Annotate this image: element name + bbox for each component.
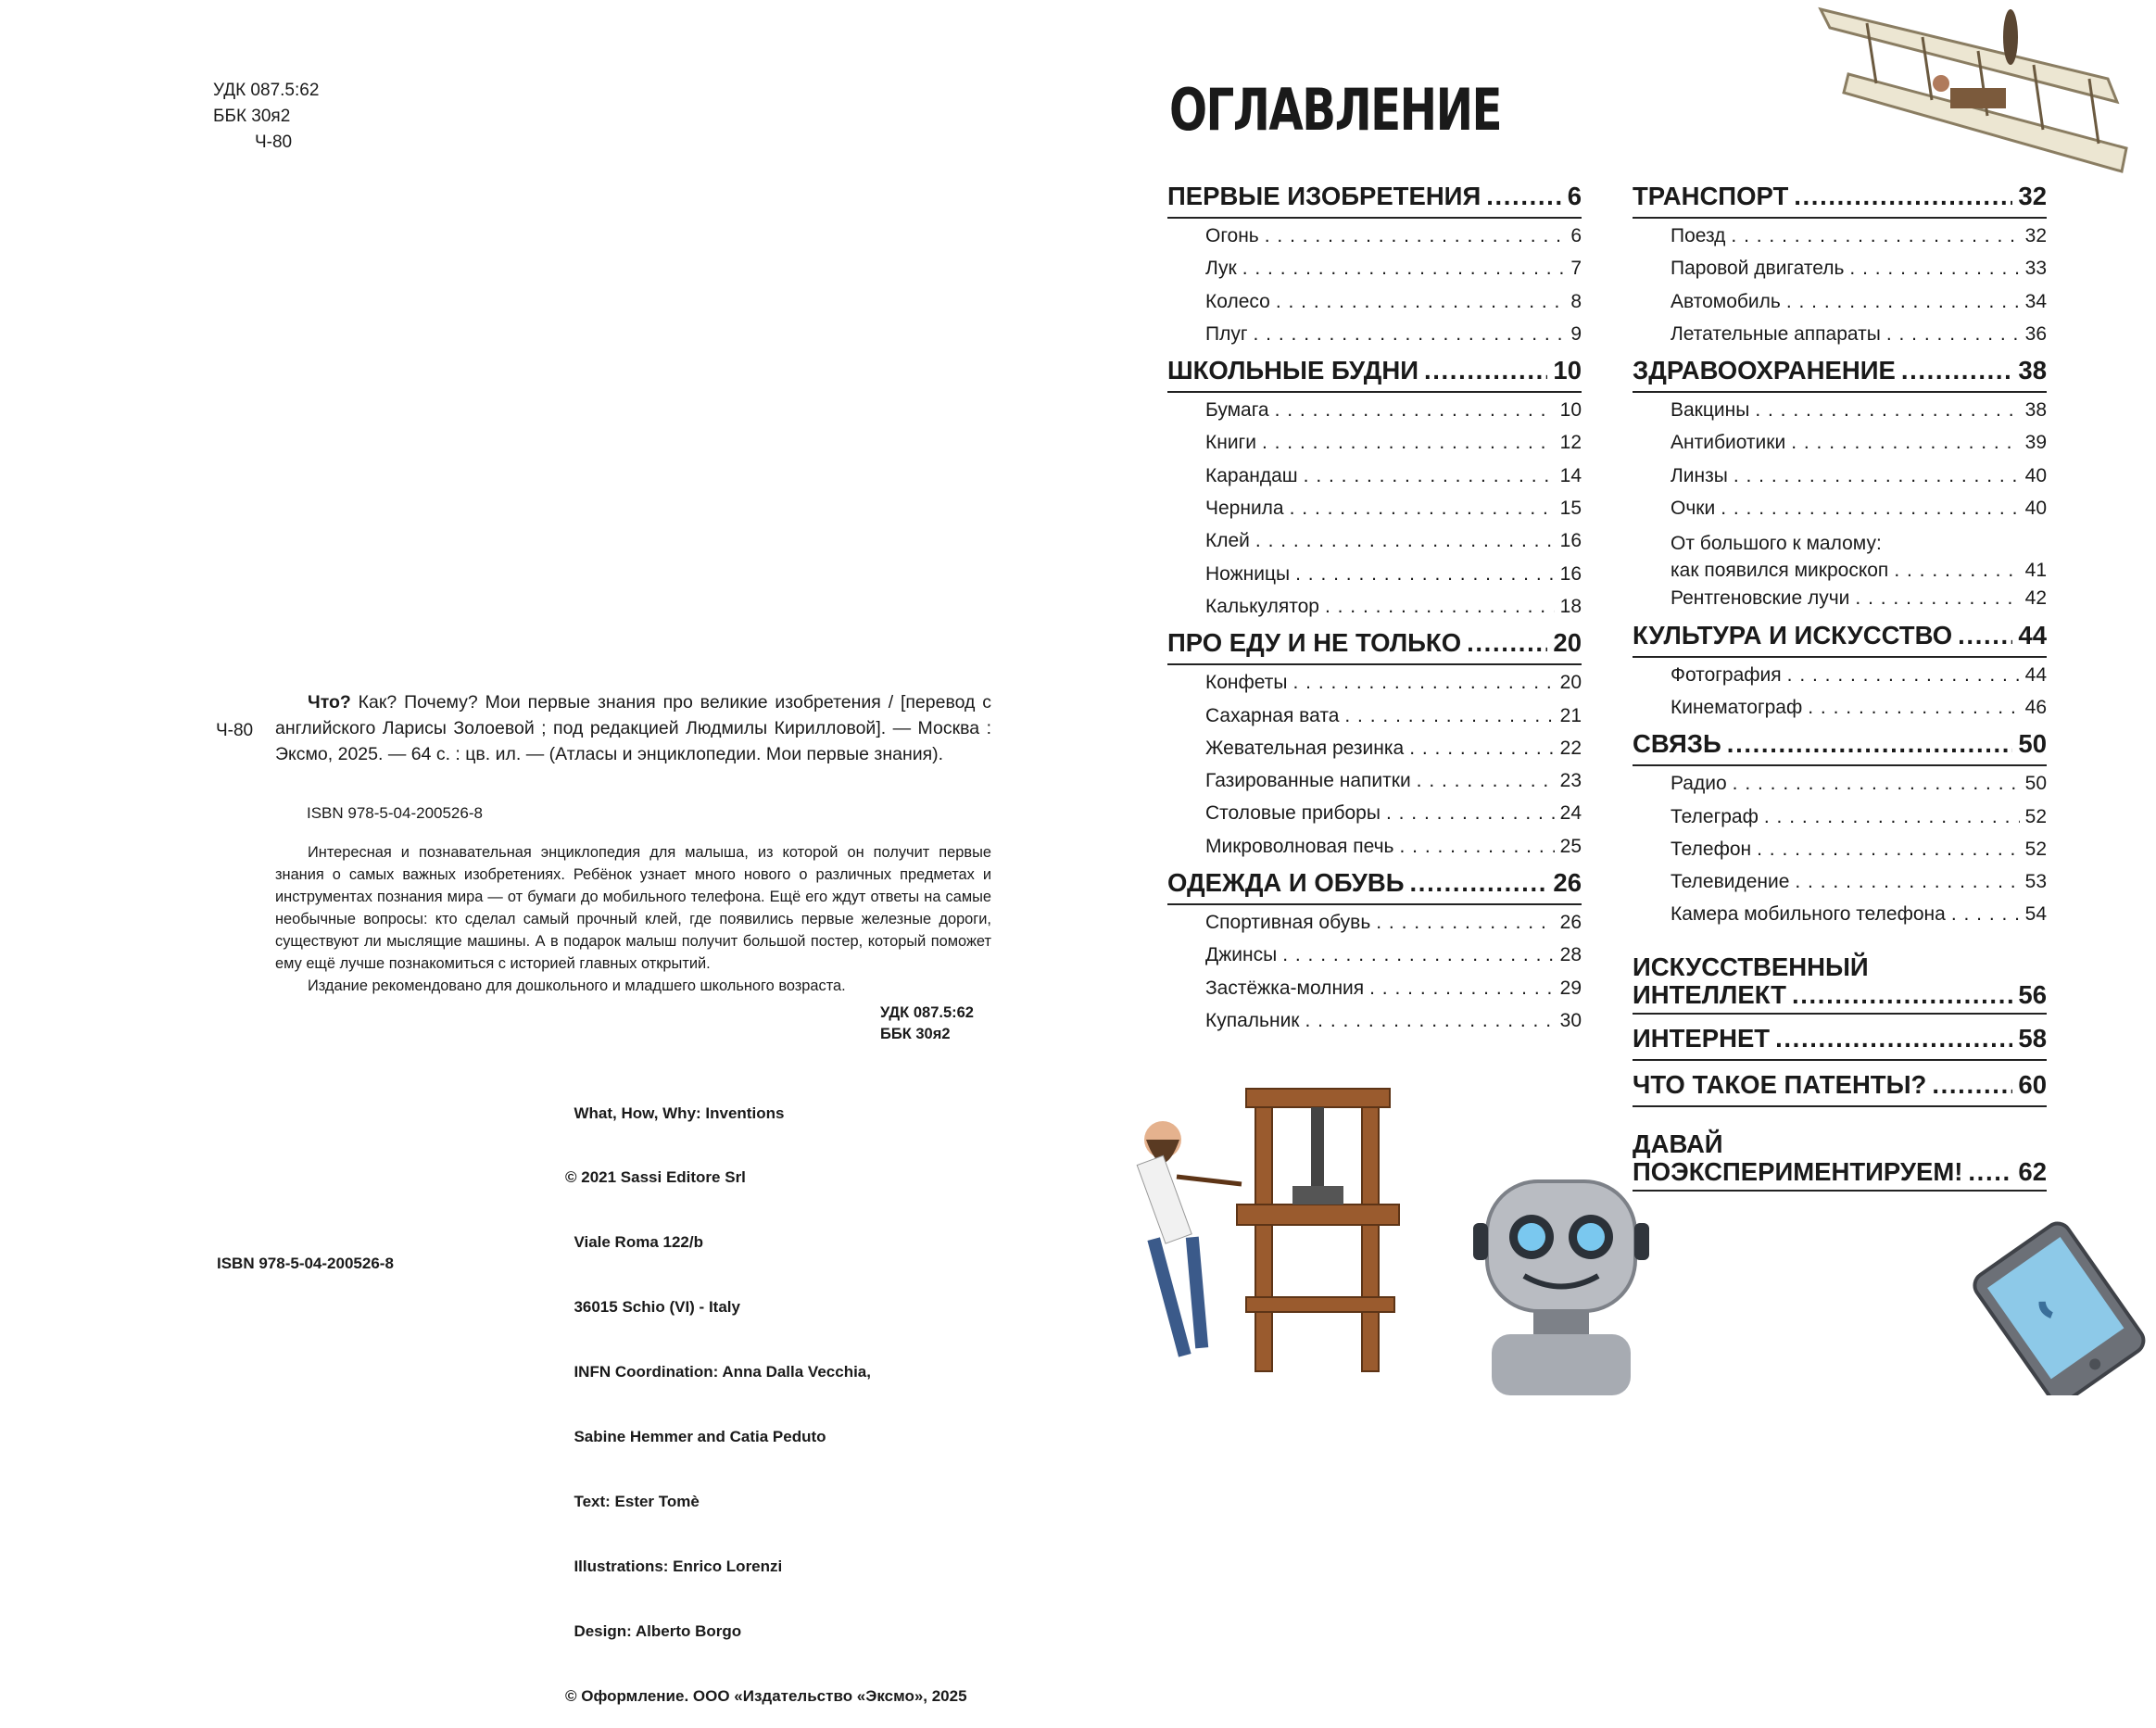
- toc-entry: [1167, 802, 1582, 835]
- entry-page-number: 38: [2024, 399, 2047, 422]
- section-title: ПРО ЕДУ И НЕ ТОЛЬКО: [1167, 628, 1462, 658]
- bbk-line: ББК 30я2: [880, 1026, 951, 1042]
- entry-page-number: 40: [2024, 464, 2047, 486]
- dot-leader: [1295, 563, 1555, 586]
- credit-line: Viale Roma 122/b: [565, 1233, 703, 1252]
- dot-leader: [1305, 1010, 1555, 1032]
- biblio-text: Как? Почему? Мои первые знания про великие изобретения / [перевод с английского Ларисы Золоевой ; под редакцией Людмилы Кирилловой]. — Москва : Эксмо, 2025. — 64 с. : цв. ил. — (Атласы и энциклопедии. Мои первые знания).: [275, 692, 991, 764]
- entry-title: Застёжка-молния: [1205, 977, 1365, 999]
- dot-leader: [1958, 621, 2012, 650]
- biblio-title: Что?: [308, 692, 351, 713]
- entry-page-number: 40: [2024, 498, 2047, 520]
- dot-leader: [1275, 399, 1555, 422]
- annotation: [275, 841, 991, 997]
- entry-page-number: 23: [1559, 770, 1582, 792]
- section-page-number: 38: [2018, 356, 2047, 385]
- entry-title: как появился микроскоп: [1671, 560, 1889, 582]
- dot-leader: [1399, 836, 1554, 858]
- dot-leader: [1262, 432, 1555, 454]
- entry-page-number: 39: [2024, 432, 2047, 454]
- toc-entry: [1167, 1010, 1582, 1042]
- dot-leader: [1727, 729, 2013, 759]
- dot-leader: [1467, 628, 1547, 658]
- entry-title: Паровой двигатель: [1671, 258, 1845, 280]
- biplane-illustration: [1811, 0, 2154, 195]
- udk-block-bottom: [880, 1003, 990, 1045]
- toc-section-heading: [1167, 182, 1582, 219]
- entry-page-number: 21: [1559, 704, 1582, 726]
- credit-line: 36015 Schio (VI) - Italy: [565, 1298, 740, 1317]
- entry-title: Джинсы: [1205, 944, 1278, 966]
- entry-page-number: 8: [1570, 290, 1582, 312]
- section-title: ЗДРАВООХРАНЕНИЕ: [1633, 356, 1896, 385]
- toc-entry: [1167, 738, 1582, 770]
- entry-page-number: 53: [2024, 871, 2047, 893]
- credit-line: Sabine Hemmer and Catia Peduto: [565, 1428, 826, 1446]
- dot-leader: [1265, 225, 1566, 247]
- section-title: ПОЭКСПЕРИМЕНТИРУЕМ!: [1633, 1156, 1963, 1186]
- section-page-number: 62: [2018, 1156, 2047, 1186]
- entry-page-number: 33: [2024, 258, 2047, 280]
- entry-page-number: 20: [1559, 672, 1582, 694]
- entry-title: Колесо: [1205, 290, 1270, 312]
- toc-entry: [1633, 530, 2047, 587]
- toc-entry: [1633, 664, 2047, 697]
- entry-page-number: 14: [1559, 464, 1582, 486]
- toc-section-heading: [1633, 937, 2047, 1015]
- entry-title: Лук: [1205, 258, 1237, 280]
- entry-page-number: 46: [2024, 696, 2047, 718]
- robot-illustration: [1469, 1172, 1654, 1395]
- entry-title: Калькулятор: [1205, 595, 1319, 617]
- printing-press-illustration: [1126, 1084, 1413, 1395]
- entry-title: Телевидение: [1671, 871, 1790, 893]
- section-title: ТРАНСПОРТ: [1633, 182, 1789, 210]
- dot-leader: [1410, 868, 1548, 898]
- bbk-line: ББК 30я2: [213, 107, 291, 126]
- entry-title: Фотография: [1671, 663, 1782, 686]
- entry-title: Ножницы: [1205, 562, 1291, 585]
- dot-leader: [1369, 978, 1555, 1000]
- dot-leader: [1755, 399, 2019, 422]
- dot-leader: [1968, 1158, 2012, 1186]
- section-title: КУЛЬТУРА И ИСКУССТВО: [1633, 620, 1953, 650]
- entry-page-number: 25: [1559, 835, 1582, 857]
- entry-title: Спортивная обувь: [1205, 912, 1371, 934]
- entry-row: [1671, 557, 2047, 584]
- dot-leader: [1325, 596, 1555, 618]
- dot-leader: [1409, 738, 1554, 760]
- entry-title: Микроволновая печь: [1205, 835, 1394, 857]
- toc-entry: [1167, 944, 1582, 977]
- section-title-row: [1633, 1158, 2047, 1186]
- dot-leader: [1764, 806, 2020, 828]
- entry-title: Карандаш: [1205, 464, 1298, 486]
- entry-page-number: 42: [2024, 587, 2047, 610]
- toc-entry: [1167, 323, 1582, 356]
- section-page-number: 60: [2018, 1069, 2047, 1099]
- entry-page-number: 9: [1570, 322, 1582, 345]
- entry-title: Очки: [1671, 498, 1716, 520]
- entry-title: Чернила: [1205, 498, 1284, 520]
- entry-page-number: 36: [2024, 322, 2047, 345]
- toc-entry: [1633, 465, 2047, 498]
- toc-title: ОГЛАВЛЕНИЕ: [1169, 76, 1501, 144]
- entry-page-number: 26: [1559, 912, 1582, 934]
- dot-leader: [1417, 770, 1555, 792]
- section-page-number: 58: [2018, 1023, 2047, 1053]
- entry-page-number: 34: [2024, 290, 2047, 312]
- toc-entry: [1633, 399, 2047, 432]
- dot-leader: [1304, 465, 1555, 487]
- toc-entry: [1167, 465, 1582, 498]
- entry-title: Огонь: [1205, 225, 1259, 246]
- section-page-number: 32: [2018, 182, 2047, 210]
- toc-column-right: [1633, 182, 2047, 1198]
- toc-entry: [1167, 225, 1582, 258]
- toc-section-heading: [1633, 1114, 2047, 1192]
- udk-line: УДК 087.5:62: [213, 81, 320, 100]
- dot-leader: [1894, 557, 2019, 584]
- dot-leader: [1424, 356, 1547, 385]
- bibliographic-record: [275, 689, 991, 767]
- toc-entry: [1167, 978, 1582, 1010]
- entry-page-number: 44: [2024, 663, 2047, 686]
- section-page-number: 56: [2018, 979, 2047, 1009]
- udk-line: УДК 087.5:62: [880, 1004, 974, 1021]
- credit-line: Design: Alberto Borgo: [565, 1621, 742, 1640]
- dot-leader: [1787, 664, 2020, 687]
- toc-entry: [1167, 672, 1582, 704]
- section-page-number: 50: [2018, 729, 2047, 759]
- dot-leader: [1849, 258, 2019, 280]
- entry-title: Купальник: [1205, 1009, 1300, 1031]
- dot-leader: [1276, 291, 1566, 313]
- credits-block: [565, 1059, 967, 1728]
- entry-title: Клей: [1205, 530, 1250, 552]
- dot-leader: [1791, 432, 2019, 454]
- dot-leader: [1855, 587, 2019, 610]
- credit-line: INFN Coordination: Anna Dalla Vecchia,: [565, 1363, 871, 1381]
- credit-line: © Оформление. ООО «Издательство «Эксмо», 2025: [565, 1686, 967, 1705]
- dot-leader: [1901, 356, 2013, 385]
- entry-title: Телефон: [1671, 838, 1752, 860]
- entry-page-number: 41: [2024, 560, 2047, 582]
- entry-title: Линзы: [1671, 464, 1728, 486]
- toc-entry: [1167, 836, 1582, 868]
- section-title: ЧТО ТАКОЕ ПАТЕНТЫ?: [1633, 1069, 1927, 1099]
- section-title: СВЯЗЬ: [1633, 729, 1721, 759]
- entry-page-number: 52: [2024, 805, 2047, 827]
- dot-leader: [1242, 258, 1566, 280]
- toc-entry: [1633, 323, 2047, 356]
- toc-section-heading: [1633, 1024, 2047, 1061]
- entry-page-number: 16: [1559, 530, 1582, 552]
- toc-entry: [1167, 530, 1582, 562]
- entry-title: Конфеты: [1205, 672, 1288, 694]
- toc-section-heading: [1633, 1070, 2047, 1107]
- isbn-bottom: ISBN 978-5-04-200526-8: [217, 1255, 394, 1272]
- entry-title: Книги: [1205, 432, 1256, 454]
- toc-entry: [1633, 806, 2047, 839]
- entry-page-number: 12: [1559, 432, 1582, 454]
- entry-page-number: 6: [1570, 225, 1582, 246]
- dot-leader: [1376, 912, 1554, 934]
- section-title: ИСКУССТВЕННЫЙ: [1633, 952, 1869, 981]
- toc-entry: [1633, 903, 2047, 936]
- entry-page-number: 24: [1559, 802, 1582, 825]
- entry-title: Поезд: [1671, 225, 1726, 246]
- entry-title: От большого к малому:: [1671, 533, 1882, 555]
- toc-entry: [1167, 432, 1582, 464]
- dot-leader: [1795, 871, 2019, 893]
- dot-leader: [1344, 705, 1554, 727]
- entry-page-number: 10: [1559, 399, 1582, 422]
- dot-leader: [1886, 323, 2020, 346]
- section-title: ОДЕЖДА И ОБУВЬ: [1167, 868, 1405, 898]
- author-mark: Ч-80: [255, 132, 293, 152]
- entry-page-number: 30: [1559, 1009, 1582, 1031]
- dot-leader: [1255, 530, 1555, 552]
- entry-title: Плуг: [1205, 322, 1248, 345]
- toc-entry: [1633, 225, 2047, 258]
- udk-block-top: [213, 78, 319, 156]
- entry-page-number: 50: [2024, 773, 2047, 795]
- toc-entry: [1167, 705, 1582, 738]
- section-page-number: 20: [1553, 628, 1582, 658]
- toc-entry: [1167, 770, 1582, 802]
- entry-title: Газированные напитки: [1205, 770, 1411, 792]
- entry-title: Радио: [1671, 773, 1727, 795]
- toc-entry: [1633, 587, 2047, 620]
- toc-entry: [1167, 563, 1582, 596]
- credit-line: Illustrations: Enrico Lorenzi: [565, 1557, 783, 1575]
- section-page-number: 6: [1567, 182, 1582, 210]
- entry-page-number: 7: [1570, 258, 1582, 280]
- entry-title: Автомобиль: [1671, 290, 1781, 312]
- entry-title: Камера мобильного телефона: [1671, 903, 1946, 926]
- dot-leader: [1757, 839, 2020, 861]
- entry-title: Рентгеновские лучи: [1671, 587, 1850, 610]
- entry-title: Сахарная вата: [1205, 704, 1340, 726]
- toc-entry: [1167, 596, 1582, 628]
- entry-page-number: 28: [1559, 944, 1582, 966]
- dot-leader: [1254, 323, 1566, 346]
- dot-leader: [1292, 672, 1554, 694]
- dot-leader: [1282, 944, 1554, 966]
- credit-line: Text: Ester Tomè: [565, 1492, 700, 1510]
- dot-leader: [1733, 773, 2020, 795]
- dot-leader: [1932, 1070, 2012, 1100]
- dot-leader: [1386, 802, 1555, 825]
- dot-leader: [1808, 697, 2019, 719]
- section-page-number: 44: [2018, 620, 2047, 650]
- author-mark-side: Ч-80: [216, 721, 254, 740]
- entry-title: Кинематограф: [1671, 696, 1803, 718]
- entry-title: Телеграф: [1671, 805, 1759, 827]
- dot-leader: [1792, 981, 2012, 1009]
- entry-page-number: 16: [1559, 562, 1582, 585]
- toc-entry: [1167, 258, 1582, 290]
- entry-page-number: 22: [1559, 737, 1582, 759]
- entry-title: Бумага: [1205, 399, 1269, 422]
- toc-entry: [1167, 399, 1582, 432]
- toc-entry: [1633, 498, 2047, 530]
- toc-section-heading: [1167, 868, 1582, 905]
- toc-entry: [1633, 258, 2047, 290]
- entry-page-number: 52: [2024, 838, 2047, 860]
- toc-entry: [1633, 871, 2047, 903]
- toc-entry: [1633, 773, 2047, 805]
- section-title: ШКОЛЬНЫЕ БУДНИ: [1167, 356, 1418, 385]
- section-page-number: 10: [1553, 356, 1582, 385]
- toc-entry: [1167, 291, 1582, 323]
- smartphone-illustration: [1960, 1218, 2156, 1395]
- dot-leader: [1786, 291, 2020, 313]
- section-title: ИНТЕРНЕТ: [1633, 1023, 1771, 1053]
- dot-leader: [1721, 498, 2019, 520]
- toc-section-heading: [1633, 729, 2047, 766]
- section-title: ДАВАЙ: [1633, 1129, 1723, 1158]
- toc-entry: [1633, 697, 2047, 729]
- toc-entry: [1633, 432, 2047, 464]
- entry-title: Жевательная резинка: [1205, 737, 1405, 759]
- credit-line: © 2021 Sassi Editore Srl: [565, 1168, 746, 1187]
- toc-entry: [1167, 498, 1582, 530]
- isbn-line: ISBN 978-5-04-200526-8: [307, 804, 483, 822]
- entry-page-number: 54: [2024, 903, 2047, 926]
- toc-entry: [1633, 839, 2047, 871]
- toc-entry: [1633, 291, 2047, 323]
- entry-page-number: 32: [2024, 225, 2047, 246]
- toc-column-left: [1167, 182, 1582, 1042]
- entry-title: Вакцины: [1671, 399, 1750, 422]
- section-title: ИНТЕЛЛЕКТ: [1633, 979, 1786, 1009]
- credit-line: What, How, Why: Inventions: [565, 1104, 785, 1122]
- section-title-row: [1633, 981, 2047, 1009]
- entry-page-number: 18: [1559, 595, 1582, 617]
- annotation-paragraph: Издание рекомендовано для дошкольного и младшего школьного возраста.: [308, 978, 846, 994]
- entry-page-number: 29: [1559, 977, 1582, 999]
- toc-entry: [1167, 912, 1582, 944]
- annotation-paragraph: Интересная и познавательная энциклопедия для малыша, из которой он получит первые знания о самых важных изобретениях. Ребёнок узнает много нового о различных предметах и инструментах познания мира — от бумаги до мобильного телефона. Ещё его ждут ответы на самые необычные вопросы: кто сделал самый прочный клей, где появились первые железные дороги, существуют ли мыслящие машины. А в подарок малыш получит большой постер, который поможет ему ещё лучше познакомиться с историей главных открытий.: [275, 844, 991, 972]
- entry-title: Антибиотики: [1671, 432, 1786, 454]
- toc-section-heading: [1633, 356, 2047, 393]
- entry-title: Летательные аппараты: [1671, 322, 1881, 345]
- dot-leader: [1731, 225, 2019, 247]
- dot-leader: [1951, 903, 2020, 926]
- toc-section-heading: [1167, 356, 1582, 393]
- dot-leader: [1486, 182, 1561, 211]
- entry-page-number: 15: [1559, 498, 1582, 520]
- toc-section-heading: [1167, 628, 1582, 665]
- dot-leader: [1290, 498, 1555, 520]
- dot-leader: [1734, 465, 2020, 487]
- section-page-number: 26: [1553, 868, 1582, 898]
- section-title: ПЕРВЫЕ ИЗОБРЕТЕНИЯ: [1167, 182, 1481, 210]
- toc-section-heading: [1633, 621, 2047, 658]
- dot-leader: [1775, 1024, 2012, 1053]
- entry-title: Столовые приборы: [1205, 802, 1381, 825]
